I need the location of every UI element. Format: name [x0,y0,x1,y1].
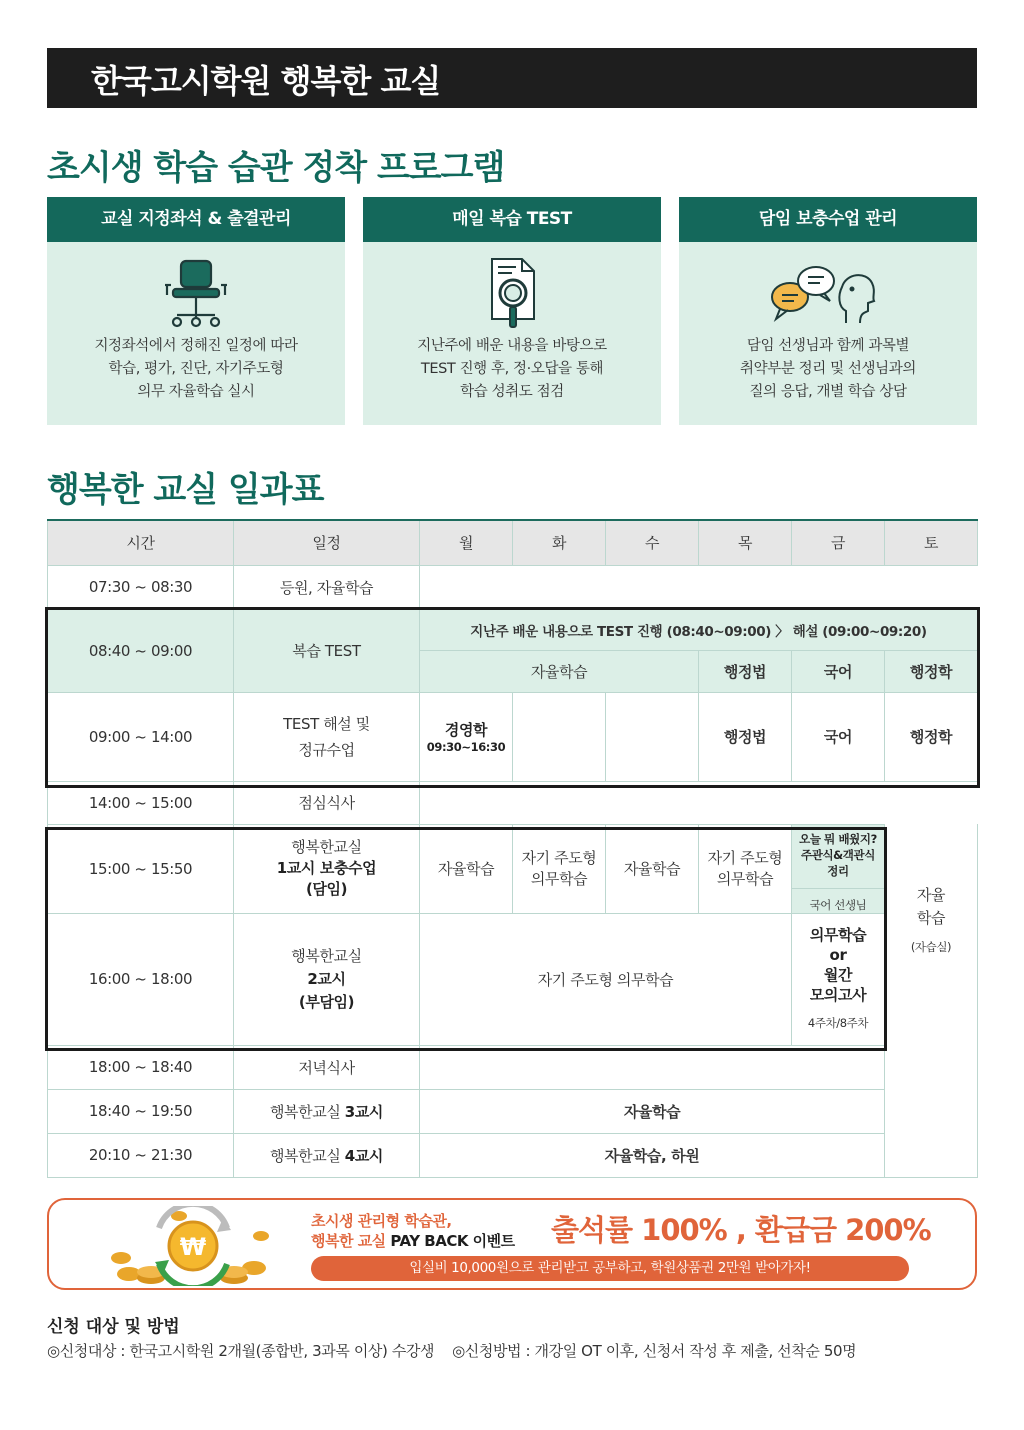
day-cell: 행정학 [885,650,978,692]
payback-banner [47,1198,977,1290]
day-line: 4주차/8주차 [807,1016,869,1030]
day-line: 의무학습 [716,869,774,888]
time-cell: 07:30 ~ 08:30 [48,565,234,609]
sat-line: (자습실) [910,940,952,954]
schedule-title: 행복한 교실 일과표 [47,470,324,510]
day-cell: 자기 주도형 의무학습 [420,913,792,1045]
svg-text:₩: ₩ [179,1233,207,1261]
schedule-table [47,519,978,1178]
time-cell: 15:00 ~ 15:50 [48,824,234,913]
event-text-bold: 3교시 [344,1102,384,1121]
day-subject-time: 09:30~16:30 [426,740,506,754]
card-desc-line: 취약부분 정리 및 선생님과의 [740,361,916,377]
header-cell: 월 [420,520,513,565]
time-cell: 18:40 ~ 19:50 [48,1089,234,1133]
empty-cell [420,565,978,609]
event-cell: 복습 TEST [234,609,420,692]
header-cell: 수 [606,520,699,565]
header-cell: 토 [885,520,978,565]
time-cell: 09:00 ~ 14:00 [48,692,234,781]
coins-refund-icon [99,1206,279,1286]
card-seat-management [47,197,345,425]
empty-cell [420,781,978,824]
card-title: 담임 보충수업 관리 [679,197,977,242]
program-title: 초시생 학습 습관 정착 프로그램 [47,148,505,188]
card-daily-test [363,197,661,425]
apply-method: ◎신청방법 : 개강일 OT 이후, 신청서 작성 후 제출, 선착순 50명 [452,1342,857,1360]
banner-pill: 입실비 10,000원으로 관리받고 공부하고, 학원상품권 2만원 받아가자! [311,1256,909,1281]
event-line: 2교시 [307,969,346,988]
time-cell: 14:00 ~ 15:00 [48,781,234,824]
banner-line1: 초시생 관리형 학습관, [311,1212,452,1230]
day-cell: 행정학 [885,692,978,781]
day-cell: 자율학습 [420,650,699,692]
day-line: 자기 주도형 [521,848,597,867]
sat-line: 자율 [916,886,946,904]
day-subject: 경영학 [444,721,488,739]
table-row [48,1045,978,1089]
card-desc-line: 지난주에 배운 내용을 바탕으로 [417,338,607,354]
card-title: 교실 지정좌석 & 출결관리 [47,197,345,242]
header-cell: 일정 [234,520,420,565]
table-header-row [48,520,978,565]
table-row [48,692,978,781]
card-desc-line: 지정좌석에서 정해진 일정에 따라 [94,338,298,354]
table-row [48,913,978,1045]
event-line: (부담임) [298,992,355,1011]
day-cell: 자율학습 [606,824,699,913]
day-cell: 자율학습 [420,1089,885,1133]
day-line: 주관식&객관식 [801,847,875,862]
card-desc-line: 담임 선생님과 함께 과목별 [746,338,910,354]
time-cell: 08:40 ~ 09:00 [48,609,234,692]
table-row [48,1089,978,1133]
header-cell: 화 [513,520,606,565]
banner-headline: 출석률 100% , 환급금 200% [551,1213,931,1247]
day-cell: 행정법 [699,650,792,692]
day-line: 의무학습 [530,869,588,888]
event-cell: 등원, 자율학습 [234,565,420,609]
event-text: 행복한교실 [269,1102,345,1121]
day-line: 정리 [827,863,849,878]
event-line: 행복한교실 [291,838,362,856]
header-cell: 시간 [48,520,234,565]
table-row [48,1133,978,1177]
event-line: (담임) [305,880,348,898]
day-line: 모의고사 [809,986,867,1004]
event-text-bold: 4교시 [344,1146,384,1165]
card-desc-line: 의무 자율학습 실시 [137,384,255,400]
event-cell: 점심식사 [234,781,420,824]
day-cell: 행정법 [699,692,792,781]
card-title: 매일 복습 TEST [363,197,661,242]
day-cell: 자율학습 [420,824,513,913]
day-cell: 국어 [792,650,885,692]
table-row [48,609,978,650]
sat-line: 학습 [916,909,946,927]
header-cell: 금 [792,520,885,565]
day-cell: 국어 [792,692,885,781]
card-desc-line: 학습 성취도 점검 [460,384,564,400]
event-text: 행복한교실 [269,1146,345,1165]
time-cell: 16:00 ~ 18:00 [48,913,234,1045]
empty-cell [420,1045,885,1089]
card-desc-line: 학습, 평가, 진단, 자기주도형 [108,361,284,377]
table-row [48,824,978,913]
empty-cell [606,692,699,781]
day-line: 오늘 뭐 배웠지? [799,831,877,846]
divider [792,888,884,889]
card-desc-line: TEST 진행 후, 정·오답을 통해 [420,361,604,377]
event-line: TEST 해설 및 [283,714,370,733]
time-cell: 20:10 ~ 21:30 [48,1133,234,1177]
day-cell: 자율학습, 하원 [420,1133,885,1177]
banner-line2: 행복한 교실 [311,1232,391,1250]
header-bar [47,48,977,108]
card-desc-line: 질의 응답, 개별 학습 상담 [749,384,907,400]
event-line: 정규수업 [298,740,355,759]
empty-cell [513,692,606,781]
banner-payback: PAY BACK 이벤트 [390,1232,515,1250]
day-line: or [829,946,847,964]
document-magnifier-icon [363,257,661,329]
office-chair-icon [47,257,345,329]
apply-title: 신청 대상 및 방법 [47,1317,180,1337]
event-line: 1교시 보충수업 [276,859,377,877]
day-line: 국어 선생님 [809,897,867,912]
table-row [48,565,978,609]
speech-consult-icon [679,257,977,329]
event-line: 행복한교실 [291,946,362,965]
test-note-cell: 지난주 배운 내용으로 TEST 진행 (08:40~09:00) 〉 해설 (09:00~09:20) [420,609,978,650]
table-row [48,781,978,824]
header-title: 한국고시학원 행복한 교실 [91,62,441,100]
apply-target: ◎신청대상 : 한국고시학원 2개월(종합반, 3과목 이상) 수강생 [47,1342,435,1360]
day-line: 월간 [823,966,853,984]
day-line: 자기 주도형 [707,848,783,867]
event-cell: 저녁식사 [234,1045,420,1089]
header-cell: 목 [699,520,792,565]
time-cell: 18:00 ~ 18:40 [48,1045,234,1089]
card-homeroom-supplement [679,197,977,425]
day-line: 의무학습 [809,926,867,944]
